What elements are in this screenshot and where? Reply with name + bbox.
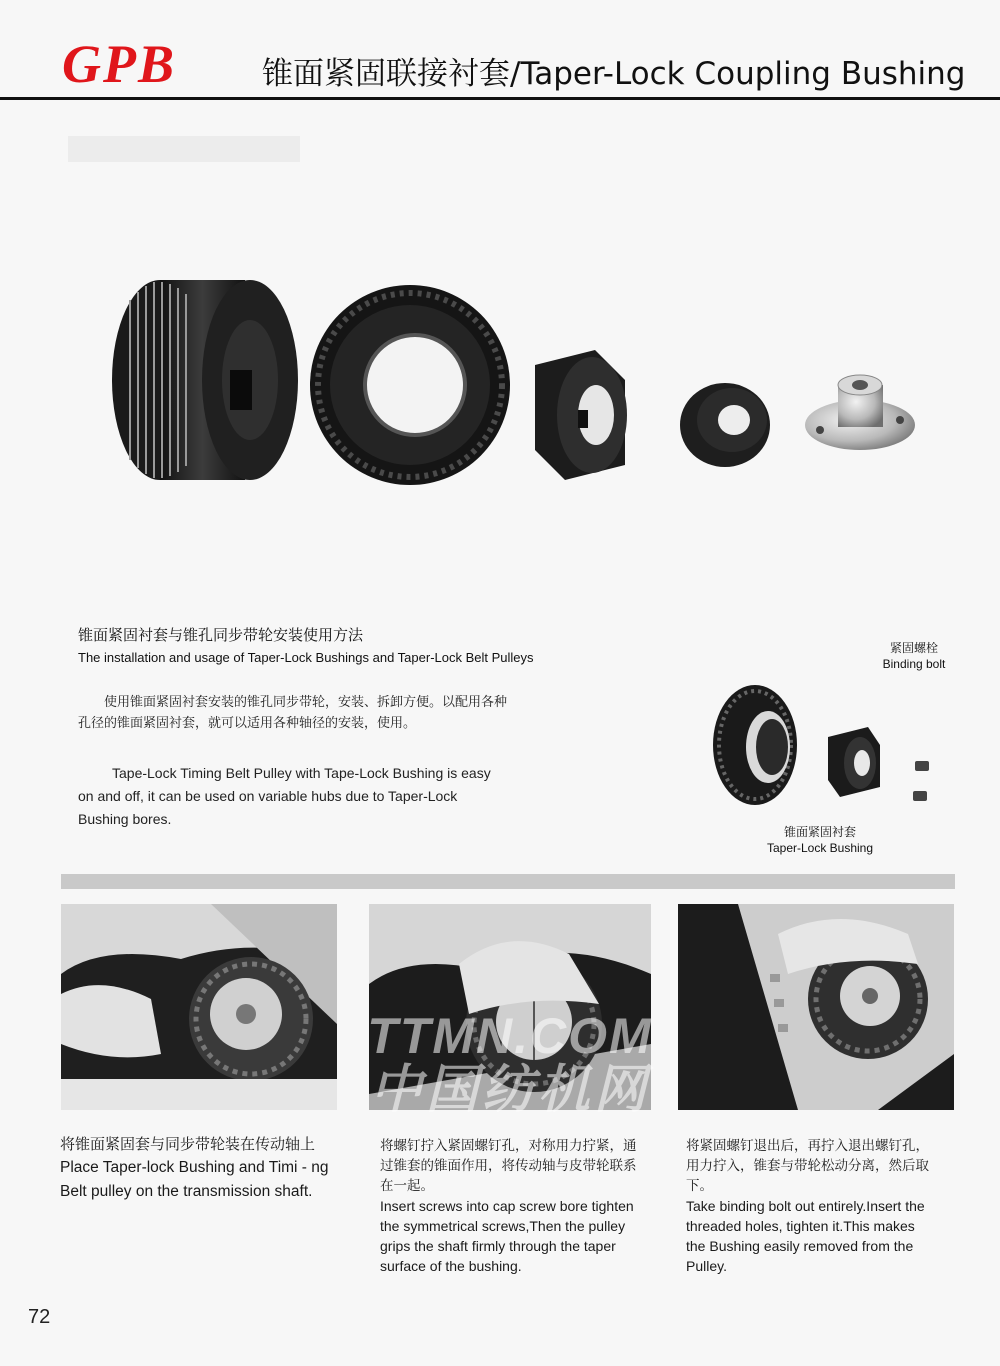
step-3-text-cn: 将紧固螺钉退出后，再拧入退出螺钉孔，用力拧入，锥套与带轮松动分离，然后取下。 [686,1138,929,1194]
watermark-domain: TTMN.COM [367,1008,653,1064]
step-1-text-en: Place Taper-lock Bushing and Timi - ng Belt pulley on the transmission shaft. [60,1159,329,1200]
binding-bolt-label-cn: 紧固螺栓 [889,641,938,655]
install-description-cn-text: 使用锥面紧固衬套安装的锥孔同步带轮，安装、拆卸方便。以配用各种孔径的锥面紧固衬套，就可以适用各种轴径的安装，使用。 [78,695,508,731]
taper-lock-bushing-label-en: Taper-Lock Bushing [766,841,874,855]
install-description-en: Tape-Lock Timing Belt Pulley with Tape-Lock Bushing is easy on and off, it can be used on variable hubs due to Taper-Lock Bushing bores. [78,765,491,827]
page-title: 锥面紧固联接衬套/Taper-Lock Coupling Bushing [262,56,966,92]
taper-pulley-face [310,285,510,485]
step-photo-1 [61,904,337,1110]
assembly-bolts [913,761,929,801]
page-number: 72 [28,1306,51,1328]
step-caption-3 [686,1136,938,1276]
header-rule [0,97,1000,100]
binding-bolt-label [860,640,968,672]
taper-bushing-large [535,350,627,480]
step-1-text-cn: 将锥面紧固套与同步带轮装在传动轴上 [60,1135,316,1153]
step-2-text-en: Insert screws into cap screw bore tighten the symmetrical screws,Then the pulley grips the shaft firmly through the taper surface of the bushing. [380,1198,634,1274]
taper-lock-bushing-label-cn: 锥面紧固衬套 [783,825,856,839]
step-caption-1 [60,1132,350,1204]
taper-bushing-small [680,383,770,467]
step-2-text-cn: 将螺钉拧入紧固螺钉孔，对称用力拧紧，通过锥套的锥面作用，将传动轴与皮带轮联系在一起。 [380,1138,637,1194]
assembly-bushing [828,727,880,797]
install-title-cn: 锥面紧固衬套与锥孔同步带轮安装使用方法 [78,626,364,644]
install-title-en: The installation and usage of Taper-Lock Bushings and Taper-Lock Belt Pulleys [78,650,534,665]
faded-banner [68,136,300,162]
step-3-text-en: Take binding bolt out entirely.Insert the threaded holes, tighten it.This makes the Bushing easily removed from the Pulley. [686,1198,925,1274]
taper-pulley-side [112,280,298,480]
assembly-pulley [713,685,797,805]
section-divider-band [61,874,955,889]
product-photos [100,270,930,490]
watermark [300,1010,720,1118]
watermark-name: 中国纺机网 [369,1061,650,1119]
install-description-cn [78,692,508,734]
binding-bolt-label-en: Binding bolt [882,657,946,671]
assembly-illustration [700,675,950,820]
step-caption-2 [380,1136,648,1276]
brand-logo: GPB [62,34,176,94]
flange-hub-steel [805,375,915,450]
taper-lock-bushing-label [746,824,894,856]
